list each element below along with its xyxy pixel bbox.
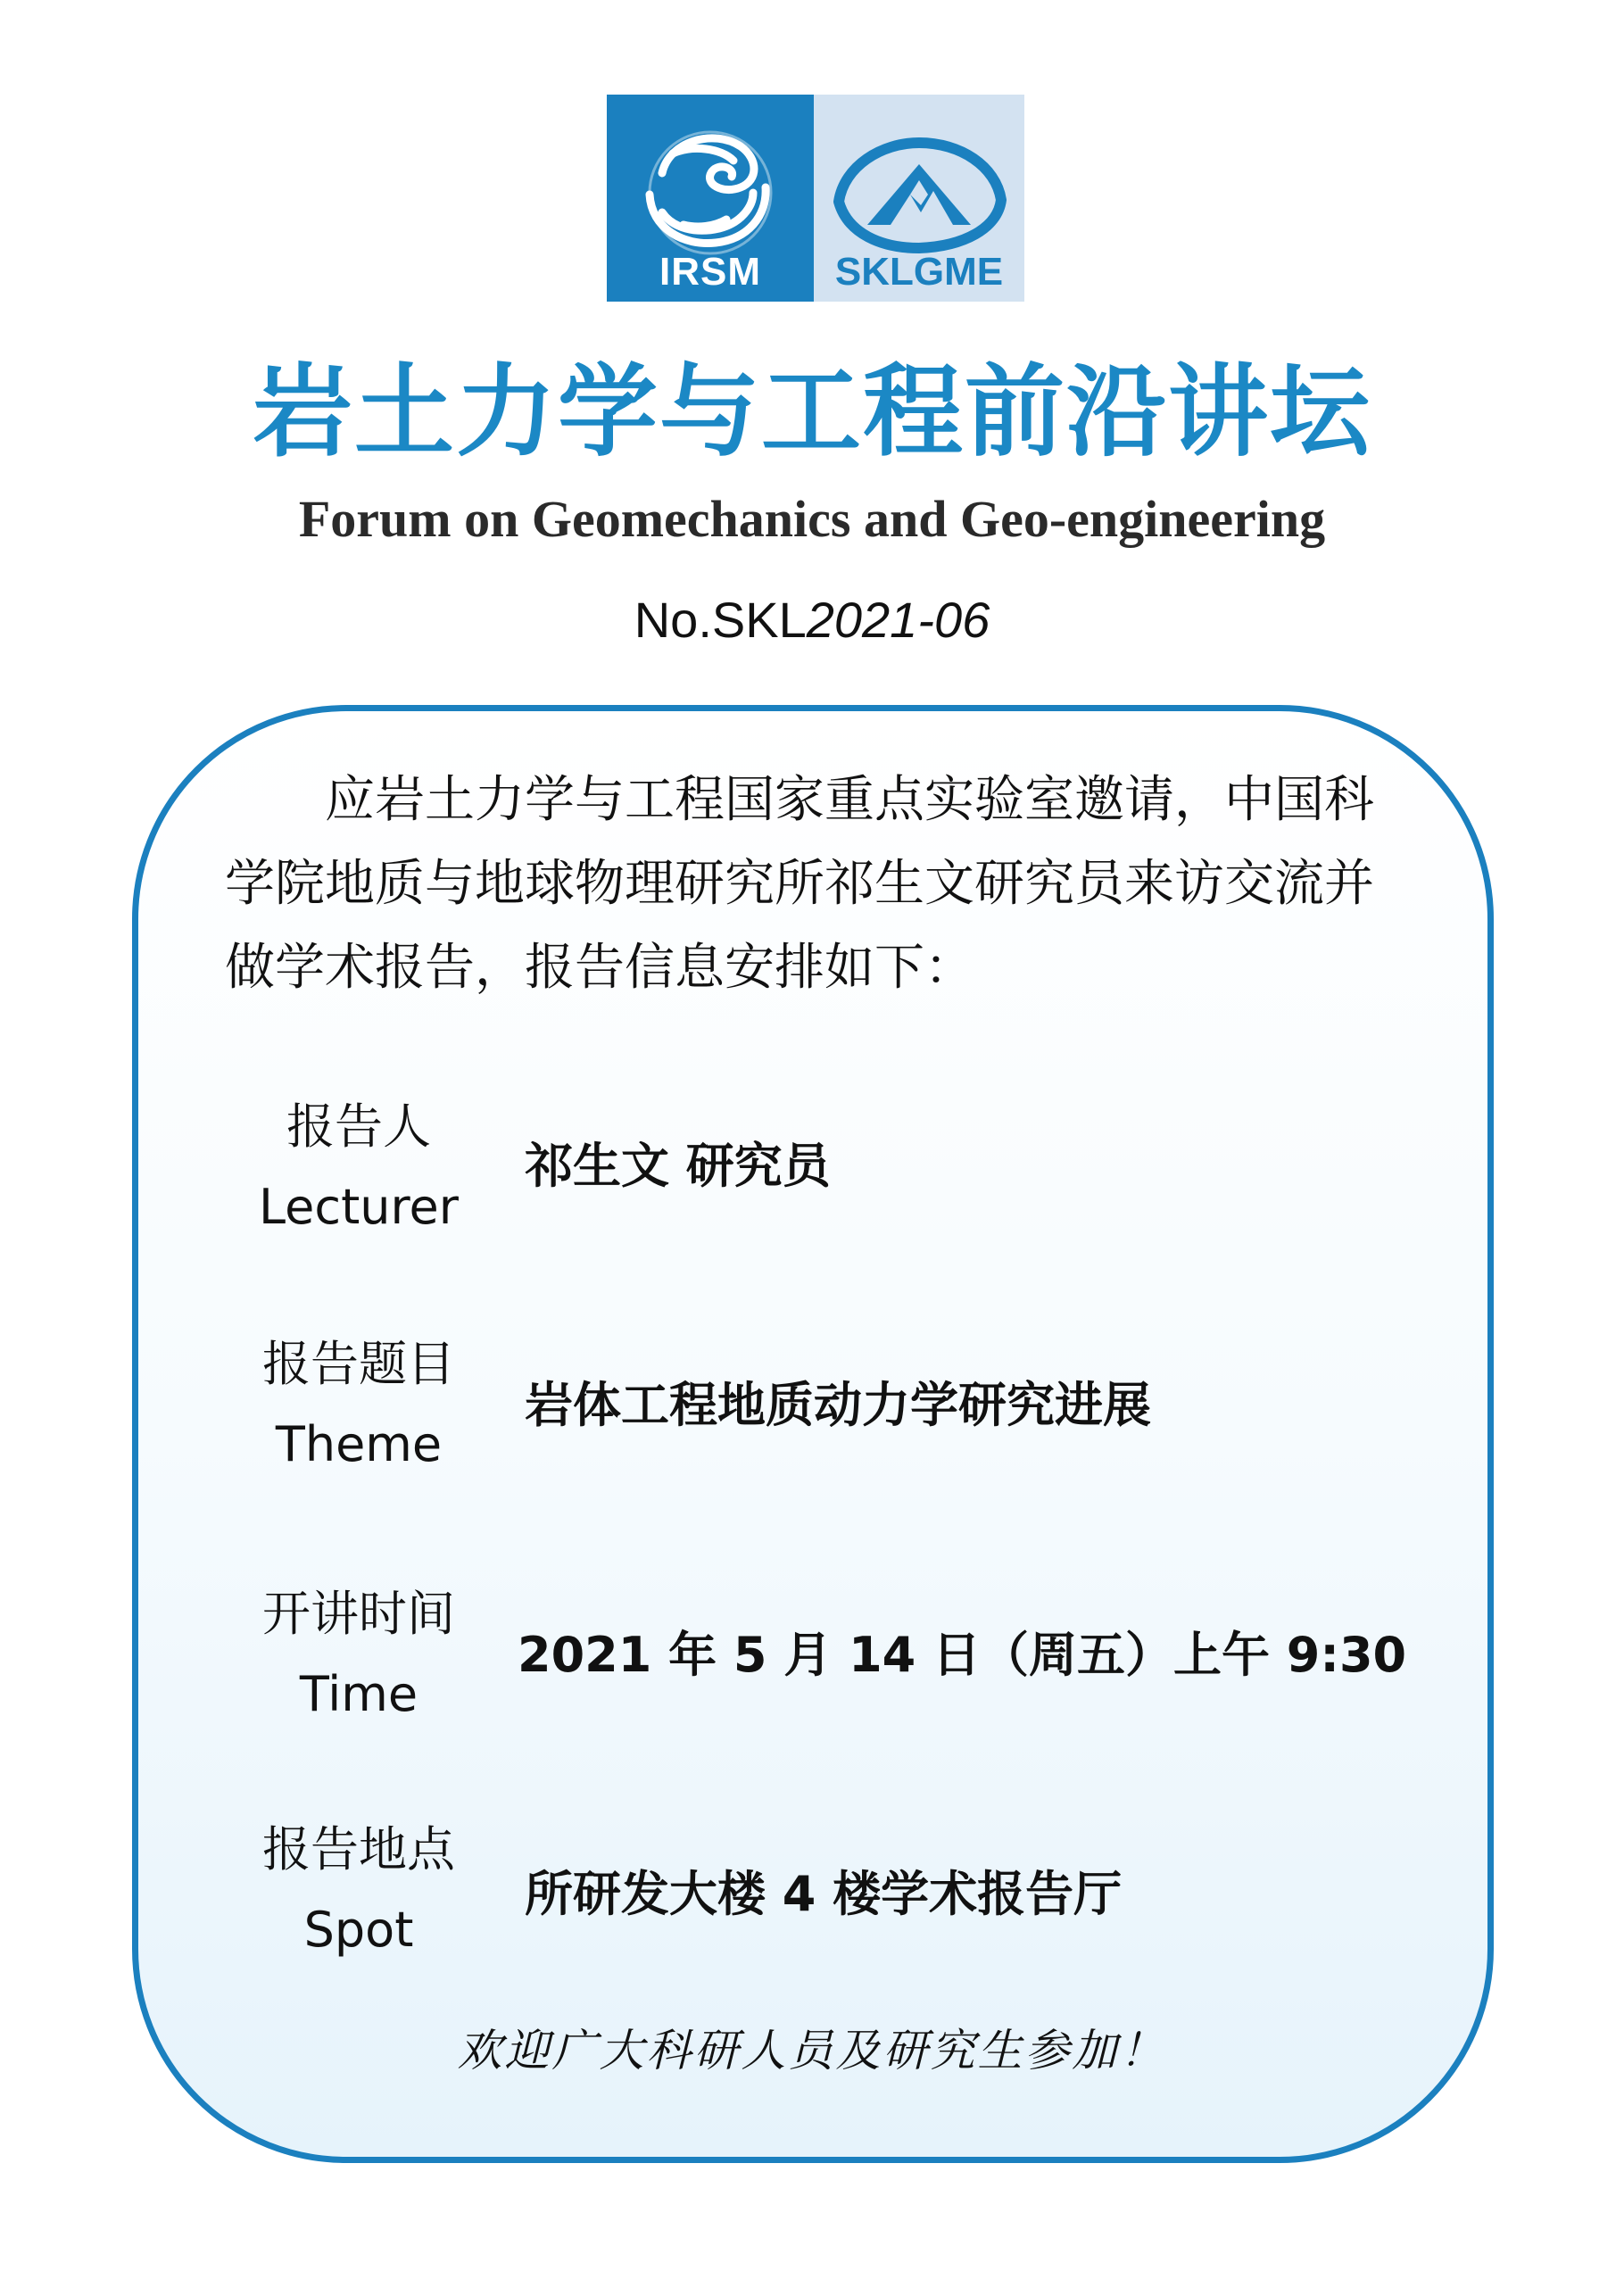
label-chinese: 报告人 — [286, 1098, 431, 1155]
detail-label — [225, 1810, 493, 1970]
serial-prefix: No.SKL — [634, 592, 807, 648]
serial-code: 2021-06 — [806, 592, 990, 648]
label-chinese: 报告地点 — [262, 1821, 455, 1877]
label-chinese: 开讲时间 — [262, 1586, 455, 1642]
detail-label — [225, 1087, 493, 1247]
label-chinese: 报告题目 — [262, 1336, 455, 1392]
header-logos — [607, 95, 1024, 302]
serial-number — [0, 591, 1624, 649]
detail-value: 岩体工程地质动力学研究进展 — [525, 1377, 1151, 1433]
irsm-label: IRSM — [659, 250, 761, 294]
label-english: Time — [299, 1666, 418, 1722]
forum-title-english: Forum on Geomechanics and Geo-engineering — [298, 490, 1326, 548]
detail-value: 2021 年 5 月 14 日（周五）上午 9:30 — [518, 1627, 1407, 1683]
forum-title-chinese: 岩土力学与工程前沿讲坛 — [253, 354, 1371, 470]
irsm-logo — [607, 95, 814, 302]
detail-label — [225, 1574, 493, 1735]
label-english: Theme — [275, 1416, 443, 1472]
welcome-message: 欢迎广大科研人员及研究生参加！ — [457, 2025, 1167, 2076]
label-english: Lecturer — [259, 1179, 459, 1235]
label-english: Spot — [303, 1902, 414, 1958]
detail-value: 所研发大楼 4 楼学术报告厅 — [525, 1866, 1123, 1922]
detail-label — [225, 1324, 493, 1485]
detail-value: 祁生文 研究员 — [525, 1138, 831, 1194]
sklgme-logo — [814, 95, 1024, 302]
sklgme-label: SKLGME — [834, 250, 1004, 294]
intro-paragraph: 应岩土力学与工程国家重点实验室邀请，中国科学院地质与地球物理研究所祁生文研究员来访交流并做学术报告，报告信息安排如下： — [225, 771, 1374, 997]
